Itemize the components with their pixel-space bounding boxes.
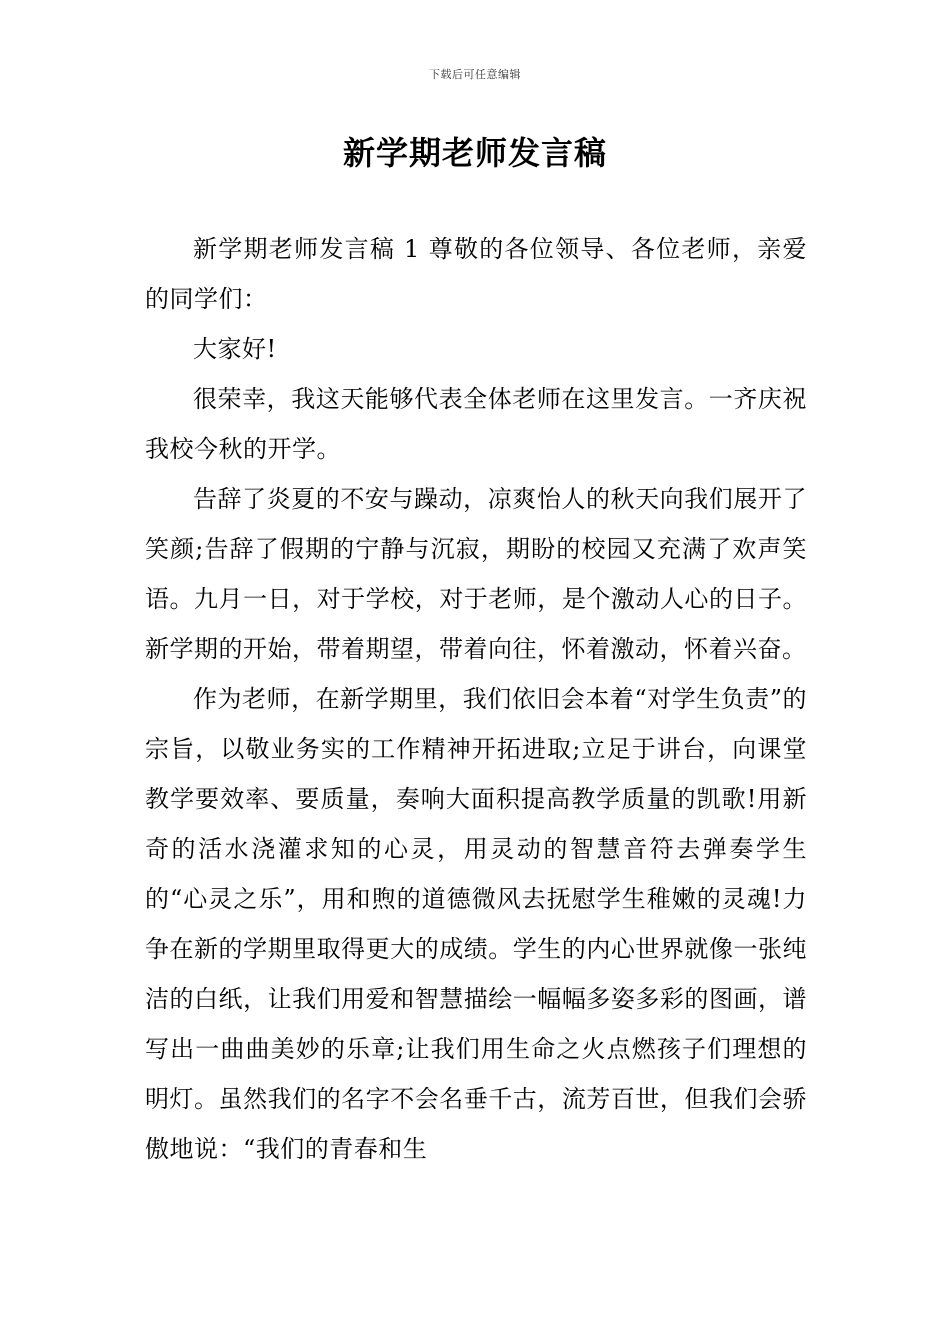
- paragraph-4: 告辞了炎夏的不安与躁动，凉爽怡人的秋天向我们展开了笑颜;告辞了假期的宁静与沉寂，期盼的校园又充满了欢声笑语。九月一日，对于学校，对于老师，是个激动人心的日子。新学期的开始，带着期望，带着向往，怀着激动，怀着兴奋。: [145, 485, 807, 663]
- document-body: [145, 224, 807, 1174]
- paragraph-1: 新学期老师发言稿 1 尊敬的各位领导、各位老师，亲爱的同学们：: [145, 235, 807, 313]
- paragraph-2: 大家好!: [193, 335, 277, 363]
- paragraph-3: 很荣幸，我这天能够代表全体老师在这里发言。一齐庆祝我校今秋的开学。: [145, 385, 807, 463]
- header-note: 下载后可任意编辑: [429, 68, 521, 81]
- document-title: 新学期老师发言稿: [342, 134, 607, 172]
- paragraph-5: 作为老师，在新学期里，我们依旧会本着“对学生负责”的宗旨，以敬业务实的工作精神开拓进取;立足于讲台，向课堂教学要效率、要质量，奏响大面积提高教学质量的凯歌!用新奇的活水浇灌求知的心灵，用灵动的智慧音符去弹奏学生的“心灵之乐”，用和煦的道德微风去抚慰学生稚嫩的灵魂!力争在新的学期里取得更大的成绩。学生的内心世界就像一张纯洁的白纸，让我们用爱和智慧描绘一幅幅多姿多彩的图画，谱写出一曲曲美妙的乐章;让我们用生命之火点燃孩子们理想的明灯。虽然我们的名字不会名垂千古，流芳百世，但我们会骄傲地说：“我们的青春和生: [145, 685, 807, 1163]
